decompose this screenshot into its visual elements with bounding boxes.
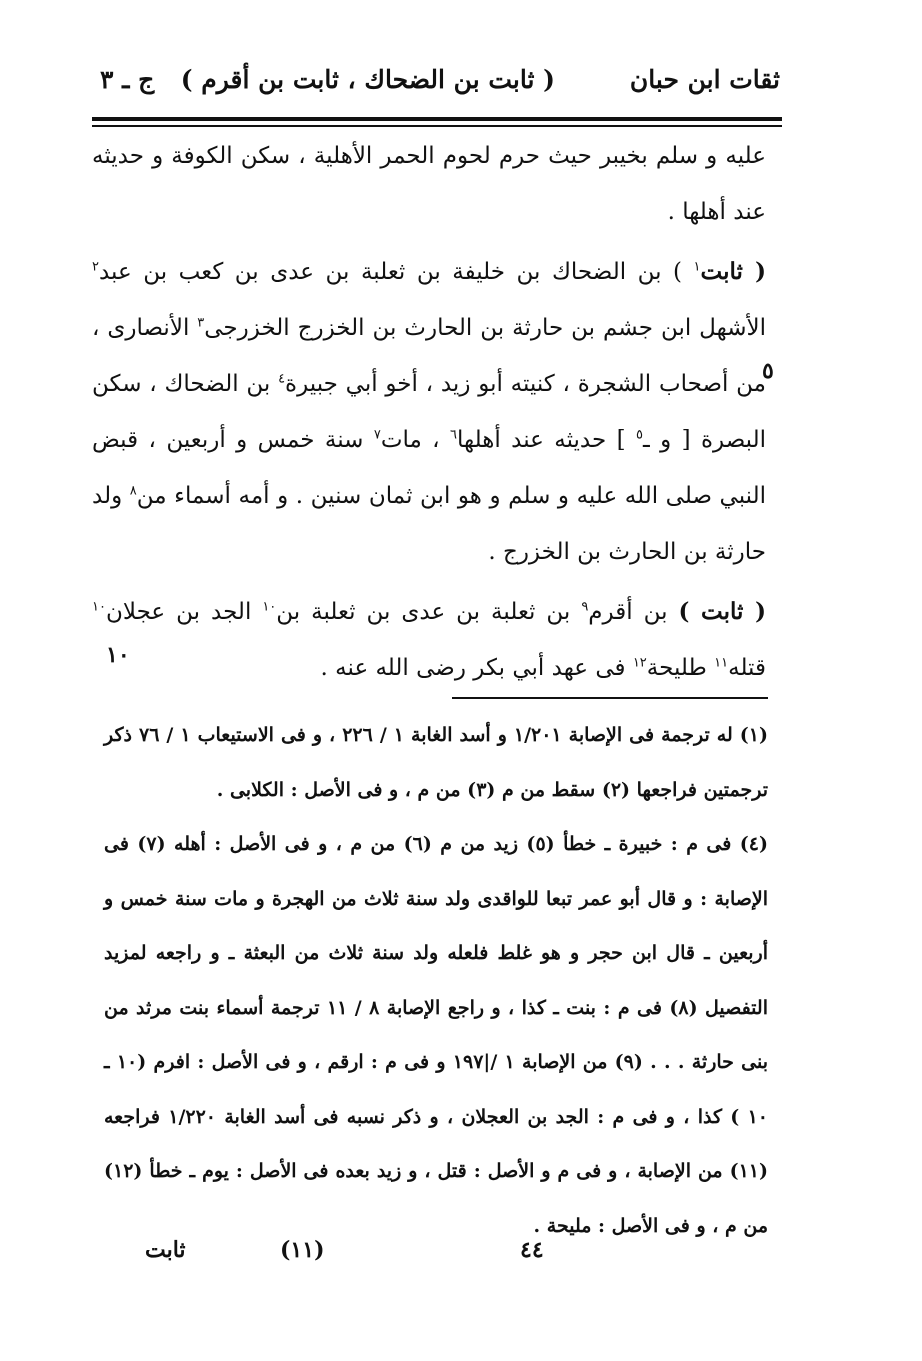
volume-number: ج ـ ٣ — [100, 65, 155, 94]
footnote-ref[interactable]: ٤ — [278, 371, 286, 387]
entry-text: قتله — [728, 655, 766, 681]
footnote-ref[interactable]: ١٠ — [92, 599, 106, 615]
running-head — [100, 58, 780, 102]
footnote-block: (١) له ترجمة فى الإصابة ١/٢٠١ و أسد الغابة ١ / ٢٢٦ ، و فى الاستيعاب ١ / ٧٦ ذكر ترجمتين فراجعها (٢) سقط من م (٣) من م ، و فى الأصل : الكلابى . — [104, 724, 768, 801]
entry-text: ] حديثه عند أهلها — [457, 427, 636, 453]
entry-text: بن الضحاك ، سكن البصرة [ و ـ — [92, 371, 767, 453]
footnote-ref[interactable]: ٧ — [373, 427, 381, 443]
page-footer — [100, 1230, 700, 1270]
signature-number: ٤٤ — [520, 1237, 544, 1263]
entry-thabit-ibn-aqram — [92, 584, 766, 696]
entry-text: الجد بن عجلان — [105, 599, 263, 625]
footnotes — [104, 708, 768, 1253]
line-number-margin: ٥ — [762, 358, 774, 384]
entry-text: سنة خمس و أربعين ، قبض النبي صلى الله عليه و سلم و هو ابن ثمان سنين . و أمه أسماء من — [92, 427, 766, 509]
entry-text: فى عهد أبي بكر رضى الله عنه . — [320, 655, 633, 681]
entry-text: بن أقرم — [588, 599, 679, 625]
footnote-ref[interactable]: ١٢ — [632, 655, 647, 671]
catchword: ثابت — [145, 1237, 186, 1263]
footnote-ref[interactable]: ٩ — [581, 599, 589, 615]
entry-text: طليحة — [646, 655, 715, 681]
footnote-ref[interactable]: ١٠ — [262, 599, 277, 615]
book-title: ثقات ابن حبان — [629, 65, 780, 94]
footnote-ref[interactable]: ٦ — [450, 427, 457, 443]
entry-text: الأنصارى ، من أصحاب الشجرة ، كنيته أبو زيد ، أخو أبي جبيرة — [92, 315, 766, 397]
footnote-separator — [452, 697, 768, 699]
entry-thabit-ibn-al-dahhak — [92, 244, 766, 580]
footnote-ref[interactable]: ١ — [693, 259, 701, 275]
entry-text: بن ثعلبة بن عدى بن ثعلبة بن — [276, 599, 582, 625]
footnote-ref[interactable]: ٨ — [129, 483, 137, 499]
entry-text: ، مات — [380, 427, 451, 453]
header-thin-rule — [92, 125, 782, 127]
entry-head: ( ثابت — [700, 258, 766, 285]
entry-text: الأشهل ابن جشم بن حارثة بن الحارث بن الخزرج الخزرجى — [204, 315, 766, 341]
continuation-paragraph: عليه و سلم بخيبر حيث حرم لحوم الحمر الأهلية ، سكن الكوفة و حديثه عند أهلها . — [92, 143, 766, 225]
entry-text: ولد حارثة بن الحارث بن الخزرج . — [92, 483, 766, 565]
main-text — [92, 128, 766, 696]
signature-mark: (١١) — [280, 1237, 325, 1263]
entry-range: ( ثابت بن الضحاك ، ثابت بن أقرم ) — [180, 65, 555, 94]
footnote-ref[interactable]: ٣ — [197, 315, 205, 331]
entry-text: ) بن الضحاك بن خليفة بن ثعلبة بن عدى بن كعب بن عبد — [98, 259, 694, 285]
line-number-margin: ١٠ — [106, 642, 130, 668]
footnote-block: (٤) فى م : خبيرة ـ خطأ (٥) زيد من م (٦) من م ، و فى الأصل : أهله (٧) فى الإصابة : و قال أبو عمر تبعا للواقدى ولد سنة ثلاث من الهجرة و مات سنة خمس و أربعين ـ قال ابن حجر و هو غلط فلعله ولد سنة ثلاث من البعثة ـ و راجعه لمزيد التفصيل (٨) فى م : بنت ـ كذا ، و راجع الإصابة ٨ / ١١ ترجمة أسماء بنت مرثد من بنى حارثة . . . (٩) من الإصابة ١ /|١٩٧ و فى م : ارقم ، و فى الأصل : افرم (١٠ ـ ١٠ ) كذا ، و فى م : الجد بن العجلان ، و ذكر نسبه فى أسد الغابة ١/٢٢٠ فراجعه (١١) من الإصابة ، و فى م و الأصل : قتل ، و زيد بعده فى الأصل : يوم ـ خطأ (١٢) من م ، و فى الأصل : مليحة . — [104, 833, 769, 1237]
footnote-ref[interactable]: ١١ — [714, 655, 729, 671]
footnote-ref[interactable]: ٢ — [92, 259, 99, 275]
entry-head: ( ثابت ) — [678, 598, 766, 625]
header-thick-rule — [92, 117, 782, 121]
footnote-ref[interactable]: ٥ — [636, 427, 643, 443]
